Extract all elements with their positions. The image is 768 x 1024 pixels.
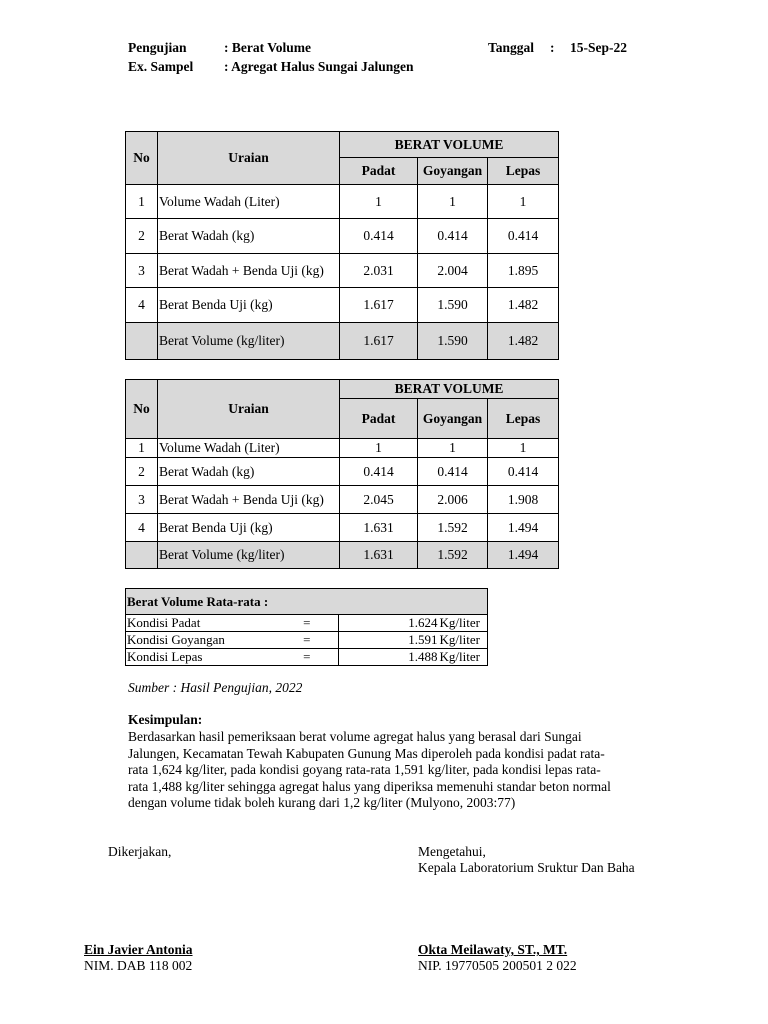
header-no: No [126, 380, 158, 439]
average-label: Kondisi Padat [126, 615, 276, 632]
conclusion-title: Kesimpulan: [128, 712, 203, 727]
average-unit: Kg/liter [439, 649, 488, 666]
date-value: 15-Sep-22 [570, 40, 627, 55]
cell-padat: 2.031 [340, 254, 418, 288]
cell-result-label: Berat Volume (kg/liter) [158, 542, 340, 569]
table-row [126, 288, 559, 323]
cell-result-padat: 1.617 [340, 323, 418, 360]
result-row [126, 542, 559, 569]
cell-goyangan: 1.592 [418, 514, 488, 542]
sample-value: : Agregat Halus Sungai Jalungen [224, 59, 414, 74]
berat-volume-table-2 [125, 379, 559, 569]
average-label: Kondisi Lepas [126, 649, 276, 666]
conclusion-line: dengan volume tidak boleh kurang dari 1,2 kg/liter (Mulyono, 2003:77) [128, 795, 516, 811]
table-row [126, 439, 559, 458]
average-value: 1.591 [339, 632, 439, 649]
source-note: Sumber : Hasil Pengujian, 2022 [128, 680, 303, 695]
cell-result-lepas: 1.482 [488, 323, 559, 360]
header-padat: Padat [340, 399, 418, 439]
cell-uraian: Berat Wadah + Benda Uji (kg) [158, 486, 340, 514]
table-row [126, 185, 559, 219]
cell-lepas: 1.482 [488, 288, 559, 323]
cell-no: 4 [126, 514, 158, 542]
cell-no: 1 [126, 185, 158, 219]
table-row [126, 458, 559, 486]
test-label: Pengujian [128, 40, 187, 55]
average-label: Kondisi Goyangan [126, 632, 276, 649]
cell-uraian: Volume Wadah (Liter) [158, 185, 340, 219]
cell-no: 1 [126, 439, 158, 458]
cell-no: 2 [126, 219, 158, 254]
cell-goyangan: 0.414 [418, 458, 488, 486]
right-caption-2: Kepala Laboratorium Sruktur Dan Baha [418, 860, 635, 875]
cell-padat: 1.631 [340, 514, 418, 542]
test-value: : Berat Volume [224, 40, 311, 55]
berat-volume-table-1 [125, 131, 559, 360]
cell-lepas: 1.895 [488, 254, 559, 288]
average-value: 1.624 [339, 615, 439, 632]
table-row [126, 514, 559, 542]
right-signer-name: Okta Meilawaty, ST., MT. [418, 942, 568, 957]
cell-uraian: Berat Wadah (kg) [158, 219, 340, 254]
cell-goyangan: 2.006 [418, 486, 488, 514]
average-row [126, 649, 488, 666]
cell-lepas: 0.414 [488, 219, 559, 254]
header-uraian: Uraian [158, 380, 340, 439]
header-lepas: Lepas [488, 158, 559, 185]
right-signer-id: NIP. 19770505 200501 2 022 [418, 958, 577, 973]
average-title: Berat Volume Rata-rata : [126, 589, 488, 615]
conclusion-line: Jalungen, Kecamatan Tewah Kabupaten Gunung Mas diperoleh pada kondisi padat rata- [128, 745, 605, 761]
header-berat-volume: BERAT VOLUME [340, 380, 559, 399]
date-separator: : [550, 40, 555, 55]
cell-no-empty [126, 542, 158, 569]
cell-lepas: 0.414 [488, 458, 559, 486]
conclusion-line: rata 1,624 kg/liter, pada kondisi goyang rata-rata 1,591 kg/liter, pada kondisi lepas rata- [128, 762, 601, 778]
cell-uraian: Berat Wadah + Benda Uji (kg) [158, 254, 340, 288]
cell-result-goyangan: 1.592 [418, 542, 488, 569]
cell-padat: 1 [340, 185, 418, 219]
result-row [126, 323, 559, 360]
cell-padat: 0.414 [340, 458, 418, 486]
table-row [126, 219, 559, 254]
header-padat: Padat [340, 158, 418, 185]
cell-padat: 1.617 [340, 288, 418, 323]
cell-goyangan: 2.004 [418, 254, 488, 288]
table-row [126, 486, 559, 514]
average-equals: = [276, 632, 339, 649]
header-uraian: Uraian [158, 132, 340, 185]
conclusion-paragraph [128, 729, 688, 812]
cell-goyangan: 1 [418, 185, 488, 219]
cell-uraian: Berat Benda Uji (kg) [158, 514, 340, 542]
conclusion-line: rata 1,488 kg/liter sehingga agregat halus yang diperiksa memenuhi standar beton normal [128, 778, 611, 794]
cell-result-lepas: 1.494 [488, 542, 559, 569]
cell-uraian: Berat Wadah (kg) [158, 458, 340, 486]
left-caption: Dikerjakan, [108, 844, 172, 859]
header-goyangan: Goyangan [418, 399, 488, 439]
cell-goyangan: 1.590 [418, 288, 488, 323]
cell-padat: 1 [340, 439, 418, 458]
conclusion-line: Berdasarkan hasil pemeriksaan berat volume agregat halus yang berasal dari Sungai [128, 729, 582, 744]
cell-no-empty [126, 323, 158, 360]
header-lepas: Lepas [488, 399, 559, 439]
average-equals: = [276, 649, 339, 666]
cell-padat: 0.414 [340, 219, 418, 254]
cell-result-label: Berat Volume (kg/liter) [158, 323, 340, 360]
table-row [126, 254, 559, 288]
cell-lepas: 1.494 [488, 514, 559, 542]
cell-goyangan: 1 [418, 439, 488, 458]
average-unit: Kg/liter [439, 615, 488, 632]
average-table [125, 588, 488, 666]
cell-uraian: Volume Wadah (Liter) [158, 439, 340, 458]
header-no: No [126, 132, 158, 185]
cell-no: 2 [126, 458, 158, 486]
left-signer-name: Ein Javier Antonia [84, 942, 193, 957]
header-goyangan: Goyangan [418, 158, 488, 185]
sample-label: Ex. Sampel [128, 59, 194, 74]
cell-goyangan: 0.414 [418, 219, 488, 254]
average-row [126, 632, 488, 649]
cell-result-padat: 1.631 [340, 542, 418, 569]
cell-uraian: Berat Benda Uji (kg) [158, 288, 340, 323]
average-row [126, 615, 488, 632]
cell-no: 4 [126, 288, 158, 323]
cell-no: 3 [126, 254, 158, 288]
cell-lepas: 1 [488, 185, 559, 219]
average-equals: = [276, 615, 339, 632]
cell-padat: 2.045 [340, 486, 418, 514]
average-unit: Kg/liter [439, 632, 488, 649]
cell-result-goyangan: 1.590 [418, 323, 488, 360]
cell-no: 3 [126, 486, 158, 514]
date-label: Tanggal [488, 40, 535, 55]
cell-lepas: 1.908 [488, 486, 559, 514]
header-berat-volume: BERAT VOLUME [340, 132, 559, 158]
average-value: 1.488 [339, 649, 439, 666]
cell-lepas: 1 [488, 439, 559, 458]
left-signer-id: NIM. DAB 118 002 [84, 958, 193, 973]
right-caption-1: Mengetahui, [418, 844, 486, 859]
